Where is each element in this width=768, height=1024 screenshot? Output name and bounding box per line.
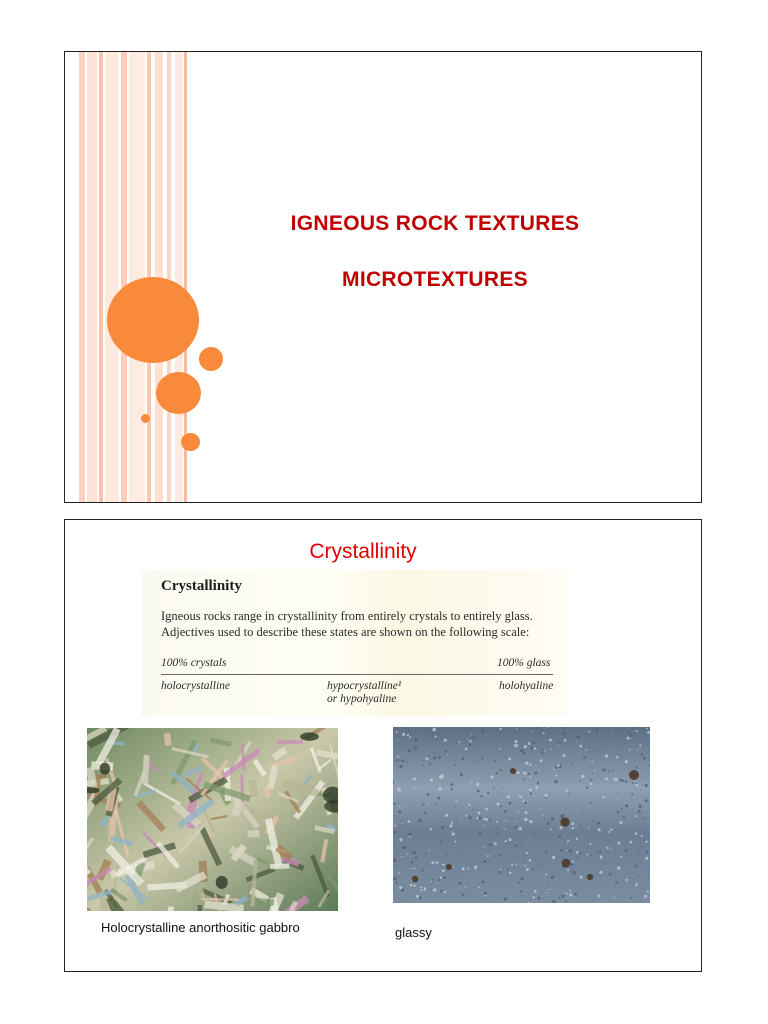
large-orange-circle — [107, 277, 199, 363]
glassy-micrograph-image — [393, 727, 650, 903]
glassy-caption: glassy — [395, 925, 432, 940]
tiny-orange-circle — [141, 414, 150, 423]
scale-left-label: 100% crystals — [161, 657, 227, 669]
scale-right-label: 100% glass — [497, 657, 551, 669]
title-slide — [64, 51, 702, 503]
slide-title: IGNEOUS ROCK TEXTURES — [290, 212, 580, 235]
term-holocrystalline: holocrystalline — [161, 680, 230, 692]
decorative-stripes — [65, 52, 189, 502]
textbook-excerpt — [141, 570, 567, 716]
scale-line — [161, 674, 553, 675]
slide-subtitle: MICROTEXTURES — [342, 268, 528, 291]
crystal-caption: Holocrystalline anorthositic gabbro — [101, 920, 300, 935]
small-orange-circle — [199, 347, 223, 371]
slide-heading: Crystallinity — [309, 540, 417, 563]
term-hypohyaline: or hypohyaline — [327, 693, 397, 705]
term-hypocrystalline: hypocrystalline¹ — [327, 680, 402, 692]
small-orange-circle-2 — [181, 433, 200, 451]
excerpt-heading: Crystallinity — [161, 578, 242, 594]
crystallinity-slide — [64, 519, 702, 972]
medium-orange-circle — [156, 372, 201, 414]
term-holohyaline: holohyaline — [499, 680, 554, 692]
crystal-micrograph-image — [87, 728, 338, 911]
excerpt-body: Igneous rocks range in crystallinity from entirely crystals to entirely glass. Adjectives used to describe these states are shown on the following scale: — [161, 609, 533, 639]
